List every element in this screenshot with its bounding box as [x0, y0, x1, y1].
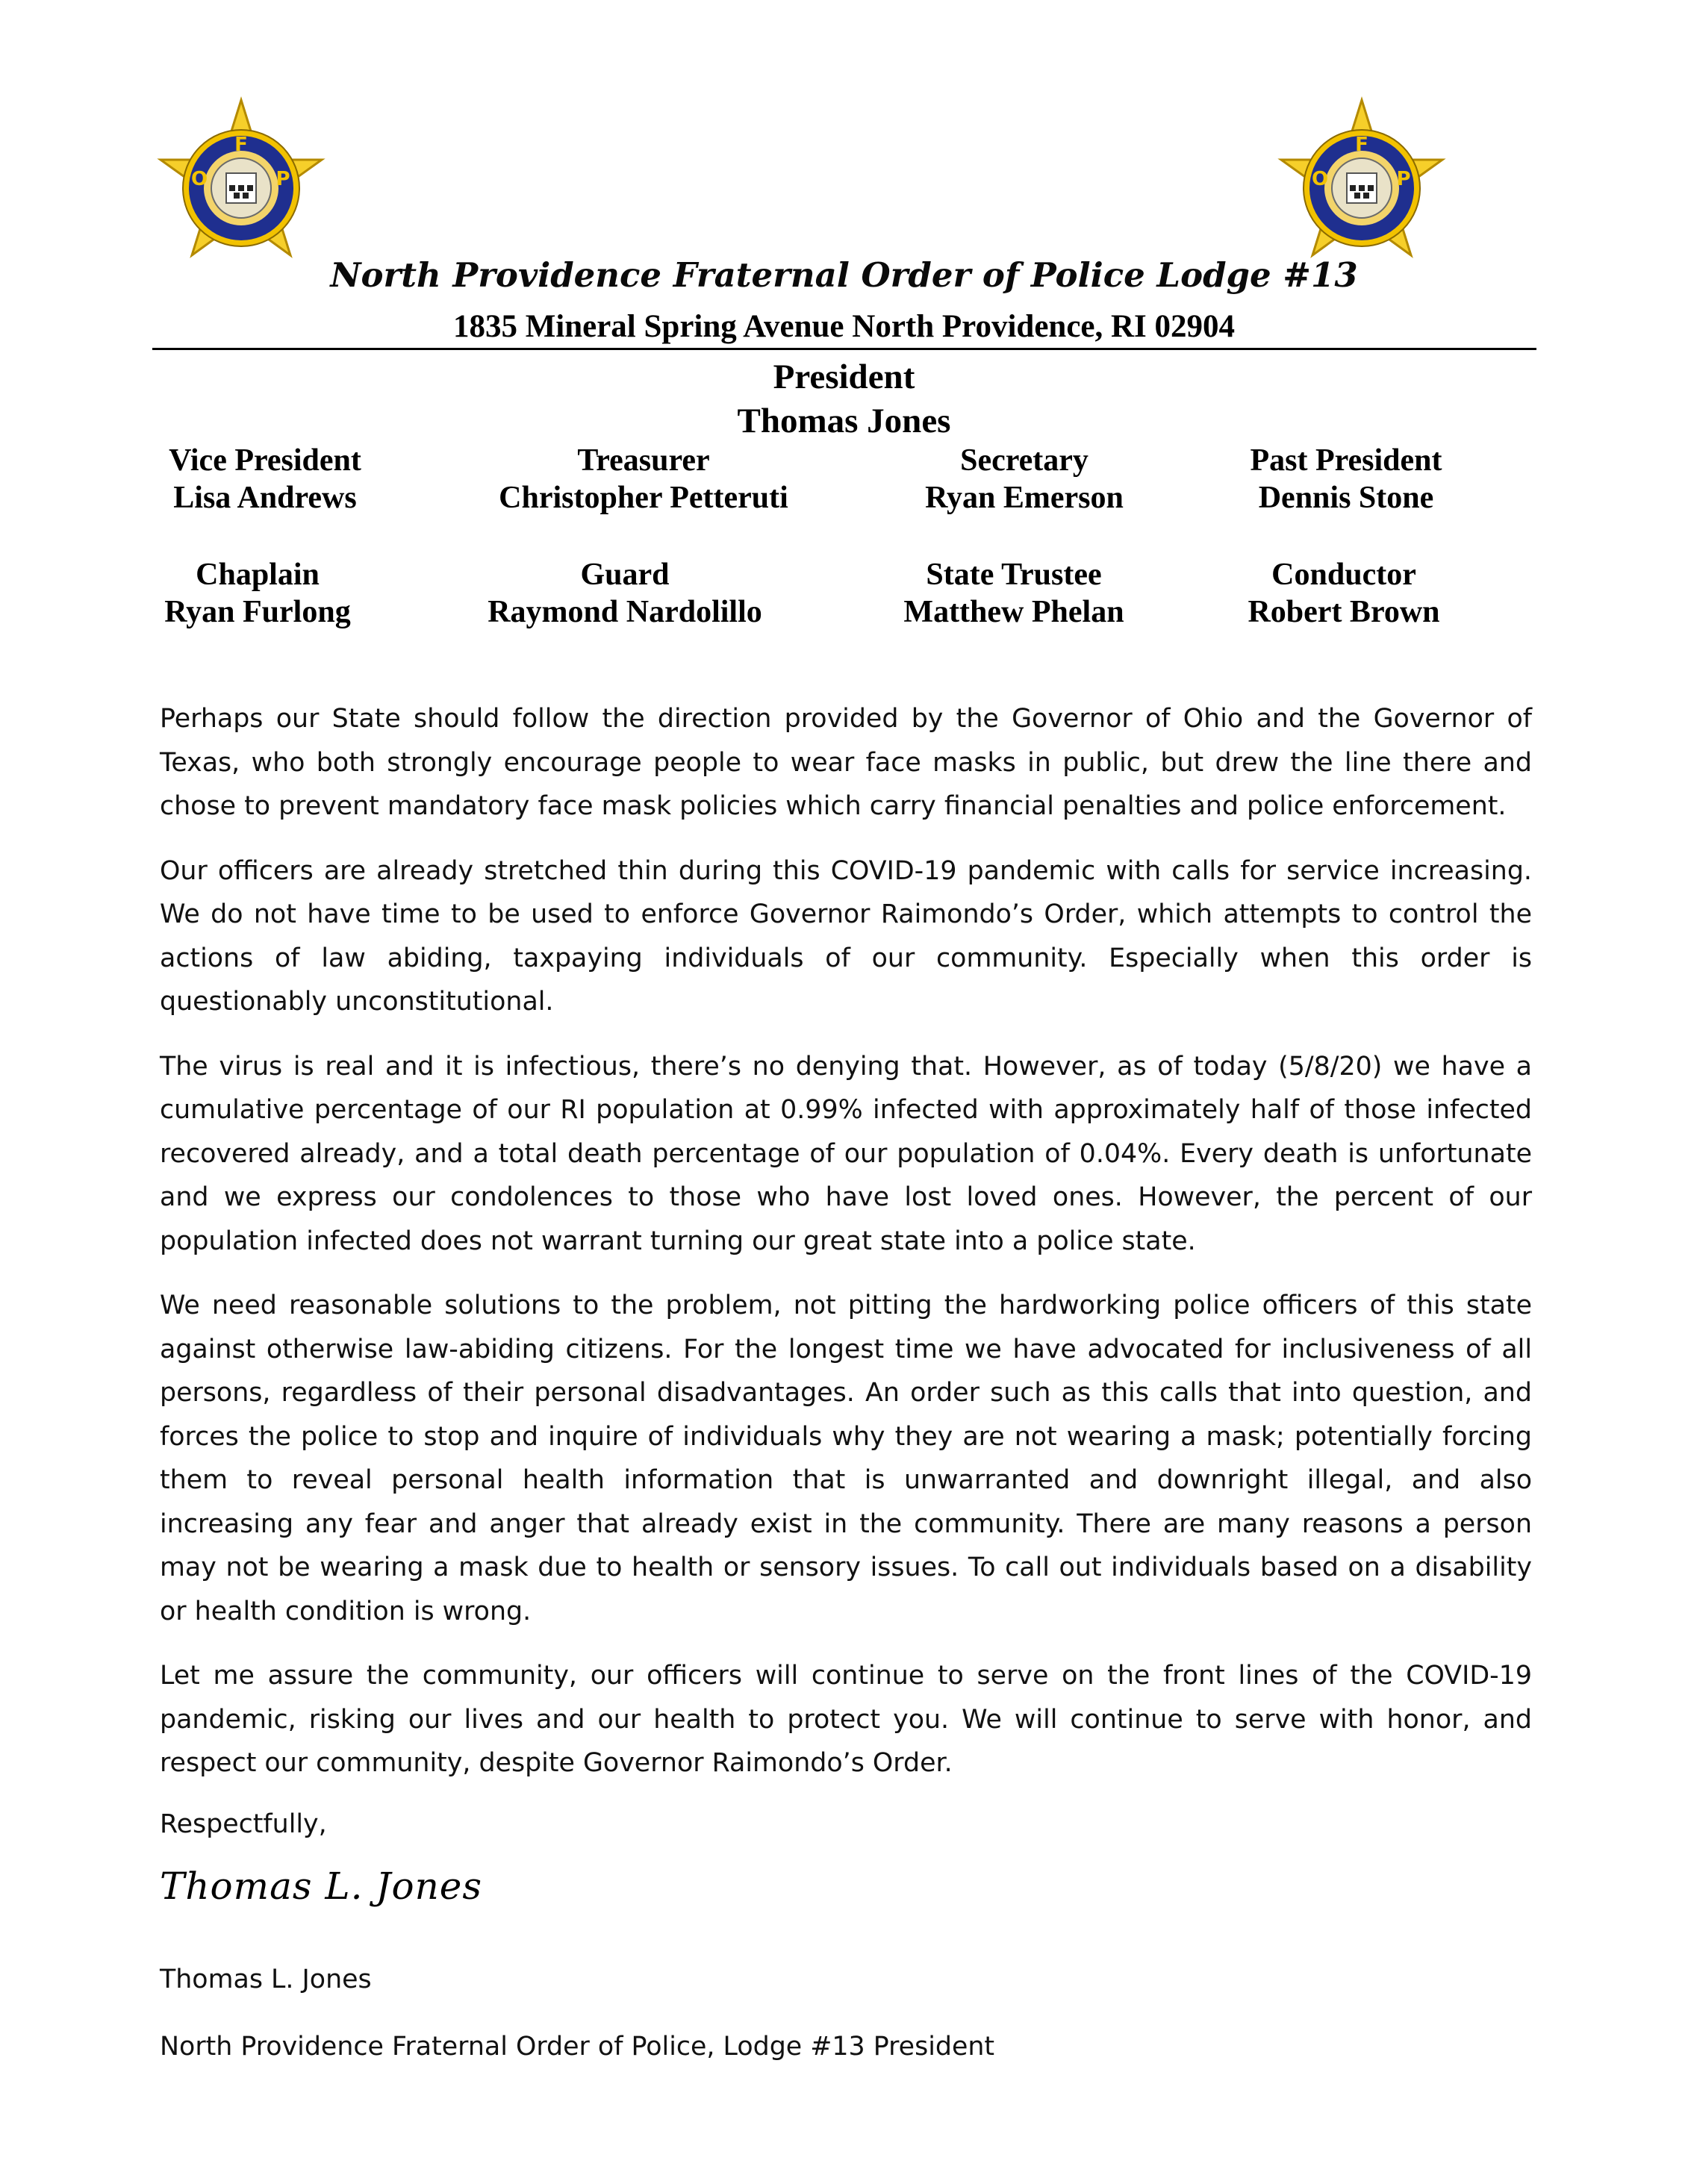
body-paragraph: Let me assure the community, our officers will continue to serve on the front lines of the COVID-19 pandemic, risking our lives and our health to protect you. We will continue to serve with honor, and respect our community, despite Governor Raimondo’s Order.: [160, 1661, 1532, 1778]
officer-title: Guard: [580, 558, 670, 592]
officer-entry: [78, 556, 437, 631]
logo-letter: F: [234, 134, 248, 156]
body-paragraph: We need reasonable solutions to the problem, not pitting the hardworking police officers of this state against otherwise law-abiding citizens. For the longest time we have advocated for inclusiveness of all persons, regardless of their personal disadvantages. An order such as this calls that into question, and forces the police to stop and inquire of individuals why they are not wearing a mask; potentially forcing them to reveal personal health information that is unwarranted and downright illegal, and also increasing any fear and anger that already exist in the community. There are many reasons a person may not be wearing a mask due to health or sensory issues. To call out individuals based on a disability or health condition is wrong.: [160, 1291, 1532, 1626]
officer-name: Christopher Petteruti: [499, 481, 788, 515]
body-paragraph: Our officers are already stretched thin during this COVID-19 pandemic with calls for service increasing. We do not have time to be used to enforce Governor Raimondo’s Order, which attempts to control the actions of law abiding, taxpaying individuals of our community. Especially when this order is questionably unconstitutional.: [160, 855, 1532, 1017]
letter-body: [160, 697, 1532, 1806]
lodge-address: 1835 Mineral Spring Avenue North Providence, RI 02904: [452, 309, 1236, 344]
officer-entry: [464, 442, 823, 517]
officer-title: Chaplain: [196, 558, 320, 592]
logo-letter: O: [190, 168, 208, 190]
officer-title: Conductor: [1271, 558, 1416, 592]
officer-entry: [446, 556, 804, 631]
officer-name: Robert Brown: [1248, 595, 1440, 629]
officer-entry: [835, 556, 1193, 631]
signatory-title: North Providence Fraternal Order of Police, Lodge #13 President: [160, 2032, 995, 2062]
officer-name: Lisa Andrews: [173, 481, 357, 515]
officer-entry: [86, 442, 444, 517]
officer-entry: [1165, 556, 1523, 631]
lodge-name-heading: North Providence Fraternal Order of Police Lodge #13: [330, 255, 1358, 295]
officer-name: Raymond Nardolillo: [488, 595, 762, 629]
officer-roster: [0, 0, 1688, 672]
officer-title: Past President: [1250, 443, 1442, 478]
officer-name: Dennis Stone: [1258, 481, 1434, 515]
logo-letter: P: [1396, 168, 1411, 190]
officer-title: Secretary: [960, 443, 1089, 478]
president-name: Thomas Jones: [737, 402, 951, 440]
logo-letter: P: [275, 168, 290, 190]
officer-name: Matthew Phelan: [903, 595, 1124, 629]
closing-salutation: Respectfully,: [160, 1809, 327, 1839]
officer-entry: [1167, 442, 1525, 517]
officer-name: Ryan Emerson: [925, 481, 1124, 515]
logo-letter: O: [1311, 168, 1329, 190]
signatory-name: Thomas L. Jones: [160, 1965, 372, 1994]
officer-entry: [845, 442, 1203, 517]
officer-name: Ryan Furlong: [164, 595, 351, 629]
logo-letter: F: [1355, 134, 1368, 156]
officer-title: Vice President: [169, 443, 361, 478]
body-paragraph: Perhaps our State should follow the direction provided by the Governor of Ohio and the Governor of Texas, who both strongly encourage people to wear face masks in public, but drew the line there and chose to prevent mandatory face mask policies which carry financial penalties and police enforcement.: [160, 704, 1532, 821]
officer-title: State Trustee: [926, 558, 1102, 592]
body-paragraph: The virus is real and it is infectious, there’s no denying that. However, as of today (5/8/20) we have a cumulative percentage of our RI population at 0.99% infected with approximately half of those infected recovered already, and a total death percentage of our population of 0.04%. Every death is unfortunate and we express our condolences to those who have lost loved ones. However, the percent of our population infected does not warrant turning our great state into a police state.: [160, 1051, 1532, 1256]
handwritten-signature: Thomas L. Jones: [160, 1865, 483, 1908]
president-title: President: [773, 358, 915, 396]
officer-title: Treasurer: [577, 443, 710, 478]
